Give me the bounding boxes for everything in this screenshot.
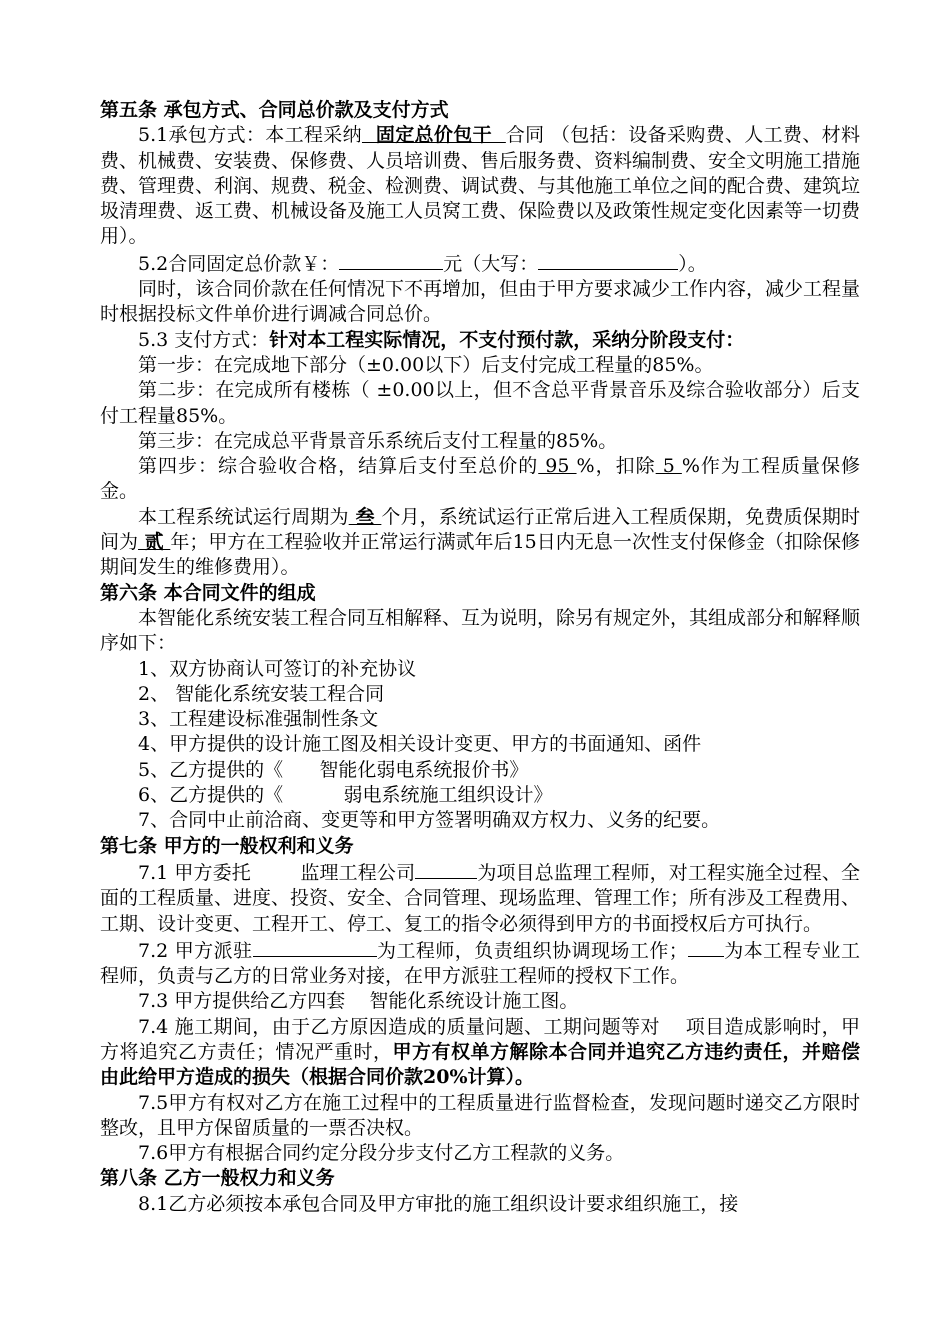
list-item: 2、 智能化系统安装工程合同 bbox=[138, 682, 385, 705]
clause-text: 元（大写： bbox=[443, 252, 539, 275]
clause-5-2-note: 同时，该合同价款在任何情况下不再增加，但由于甲方要求减少工作内容，减少工程量时根据投标文件单价进行调减合同总价。 bbox=[100, 278, 861, 326]
clause-text: 5.1承包方式：本工程采纳 bbox=[138, 124, 362, 147]
clause-text: 第四步：综合验收合格，结算后支付至总价的 bbox=[138, 455, 539, 478]
warranty-clause bbox=[100, 505, 860, 581]
price-blank bbox=[339, 250, 443, 270]
payment-step-2: 第二步：在完成所有楼栋（ ±0.00以上，但不含总平背景音乐及综合验收部分）后支付工程量85%。 bbox=[100, 379, 860, 427]
clause-text: 为项目总监理工程师，对工程实施全过程、全面的工程质量、进度、投资、安全、合同管理、现场监理、管理工作；所有涉及工程费用、工期、设计变更、工程开工、停工、复工的指令必须得到甲方的书面授权后方可执行。 bbox=[100, 861, 861, 935]
article-5-heading: 第五条 承包方式、合同总价款及支付方式 bbox=[100, 99, 449, 121]
clause-7-2 bbox=[100, 937, 860, 990]
clause-text: 个月，系统试运行正常后进入工程质保期，免费质保期时间为 bbox=[100, 505, 860, 554]
clause-text: 合同 （包括：设备采购费、人工费、材料费、机械费、安装费、保修费、人员培训费、售后服务费、资料编制费、安全文明施工措施费、管理费、利润、规费、税金、检测费、调试费、与其他施工单位之间的配合费、建筑垃圾清理费、返工费、机械设备及施工人员窝工费、保险费以及政策性规定变化因素等一切费用）。 bbox=[100, 124, 861, 248]
clause-7-4 bbox=[100, 1015, 860, 1091]
clause-text: 为本工程专业工程师，负责与乙方的日常业务对接，在甲方派驻工程师的授权下工作。 bbox=[100, 939, 860, 988]
payment-step-4 bbox=[100, 454, 860, 505]
contract-body bbox=[100, 98, 860, 1217]
clause-text: ）。 bbox=[678, 252, 707, 275]
clause-7-3: 7.3 甲方提供给乙方四套 智能化系统设计施工图。 bbox=[138, 990, 579, 1013]
payment-step-3: 第三步：在完成总平背景音乐系统后支付工程量的85%。 bbox=[138, 429, 618, 452]
clause-text: 7.1 甲方委托 监理工程公司 bbox=[138, 861, 416, 884]
list-item: 6、乙方提供的《 弱电系统施工组织设计》 bbox=[138, 784, 553, 807]
clause-text: 5.3 支付方式： bbox=[138, 328, 270, 351]
clause-text: 本工程系统试运行周期为 bbox=[138, 505, 349, 528]
specialist-blank bbox=[688, 937, 724, 957]
clause-text: %作为工程质量保修金。 bbox=[100, 455, 860, 503]
clause-text: 年；甲方在工程验收并正常运行满贰年后15日内无息一次性支付保修金（扣除保修期间发生的维修费用）。 bbox=[100, 531, 860, 579]
list-item: 1、双方协商认可签订的补充协议 bbox=[138, 657, 417, 680]
clause-5-3 bbox=[100, 328, 860, 353]
clause-text: 5.2合同固定总价款￥： bbox=[138, 252, 340, 275]
article-6-intro: 本智能化系统安装工程合同互相解释、互为说明，除另有规定外，其组成部分和解释顺序如下： bbox=[100, 606, 861, 655]
engineer-blank bbox=[253, 937, 377, 957]
clause-text: %，扣除 bbox=[576, 455, 656, 478]
supervisor-blank bbox=[415, 859, 477, 879]
clause-7-6: 7.6甲方有根据合同约定分段分步支付乙方工程款的义务。 bbox=[138, 1142, 625, 1165]
list-item: 5、乙方提供的《 智能化弱电系统报价书》 bbox=[138, 758, 529, 781]
clause-text: 为工程师，负责组织协调现场工作； bbox=[376, 939, 688, 962]
price-words-blank bbox=[538, 250, 678, 270]
clause-5-1 bbox=[100, 123, 860, 249]
article-8-heading: 第八条 乙方一般权力和义务 bbox=[100, 1167, 335, 1190]
clause-5-2 bbox=[100, 250, 860, 277]
payment-step-1: 第一步：在完成地下部分（±0.00以下）后支付完成工程量的85%。 bbox=[138, 353, 714, 376]
list-item: 4、甲方提供的设计施工图及相关设计变更、甲方的书面通知、函件 bbox=[138, 733, 702, 756]
clause-bold-text: 针对本工程实际情况，不支付预付款，采纳分阶段支付： bbox=[269, 328, 745, 351]
list-item: 3、工程建设标准强制性条文 bbox=[138, 708, 379, 731]
contract-mode-value: 固定总价包干 bbox=[361, 124, 506, 147]
clause-text: 7.2 甲方派驻 bbox=[138, 939, 253, 962]
clause-bold-text: 甲方有权单方解除本合同并追究乙方违约责任，并赔偿由此给甲方造成的损失（根据合同价款20%计算）。 bbox=[100, 1040, 860, 1089]
trial-months-value: 叁 bbox=[348, 505, 382, 528]
payment-percent-value: 95 bbox=[538, 455, 577, 478]
list-item: 7、合同中止前洽商、变更等和甲方签署明确双方权力、义务的纪要。 bbox=[138, 809, 721, 832]
clause-7-5: 7.5甲方有权对乙方在施工过程中的工程质量进行监督检查，发现问题时递交乙方限时整改，且甲方保留质量的一票否决权。 bbox=[100, 1091, 860, 1139]
retention-percent-value: 5 bbox=[655, 455, 682, 478]
article-6-heading: 第六条 本合同文件的组成 bbox=[100, 581, 316, 604]
clause-text: 7.4 施工期间，由于乙方原因造成的质量问题、工期问题等对 项目造成影响时，甲方将追究乙方责任；情况严重时， bbox=[100, 1015, 860, 1063]
article-7-heading: 第七条 甲方的一般权利和义务 bbox=[100, 834, 354, 857]
clause-8-1: 8.1乙方必须按本承包合同及甲方审批的施工组织设计要求组织施工，接 bbox=[138, 1192, 739, 1215]
clause-7-1 bbox=[100, 859, 860, 937]
warranty-years-value: 贰 bbox=[138, 531, 171, 554]
